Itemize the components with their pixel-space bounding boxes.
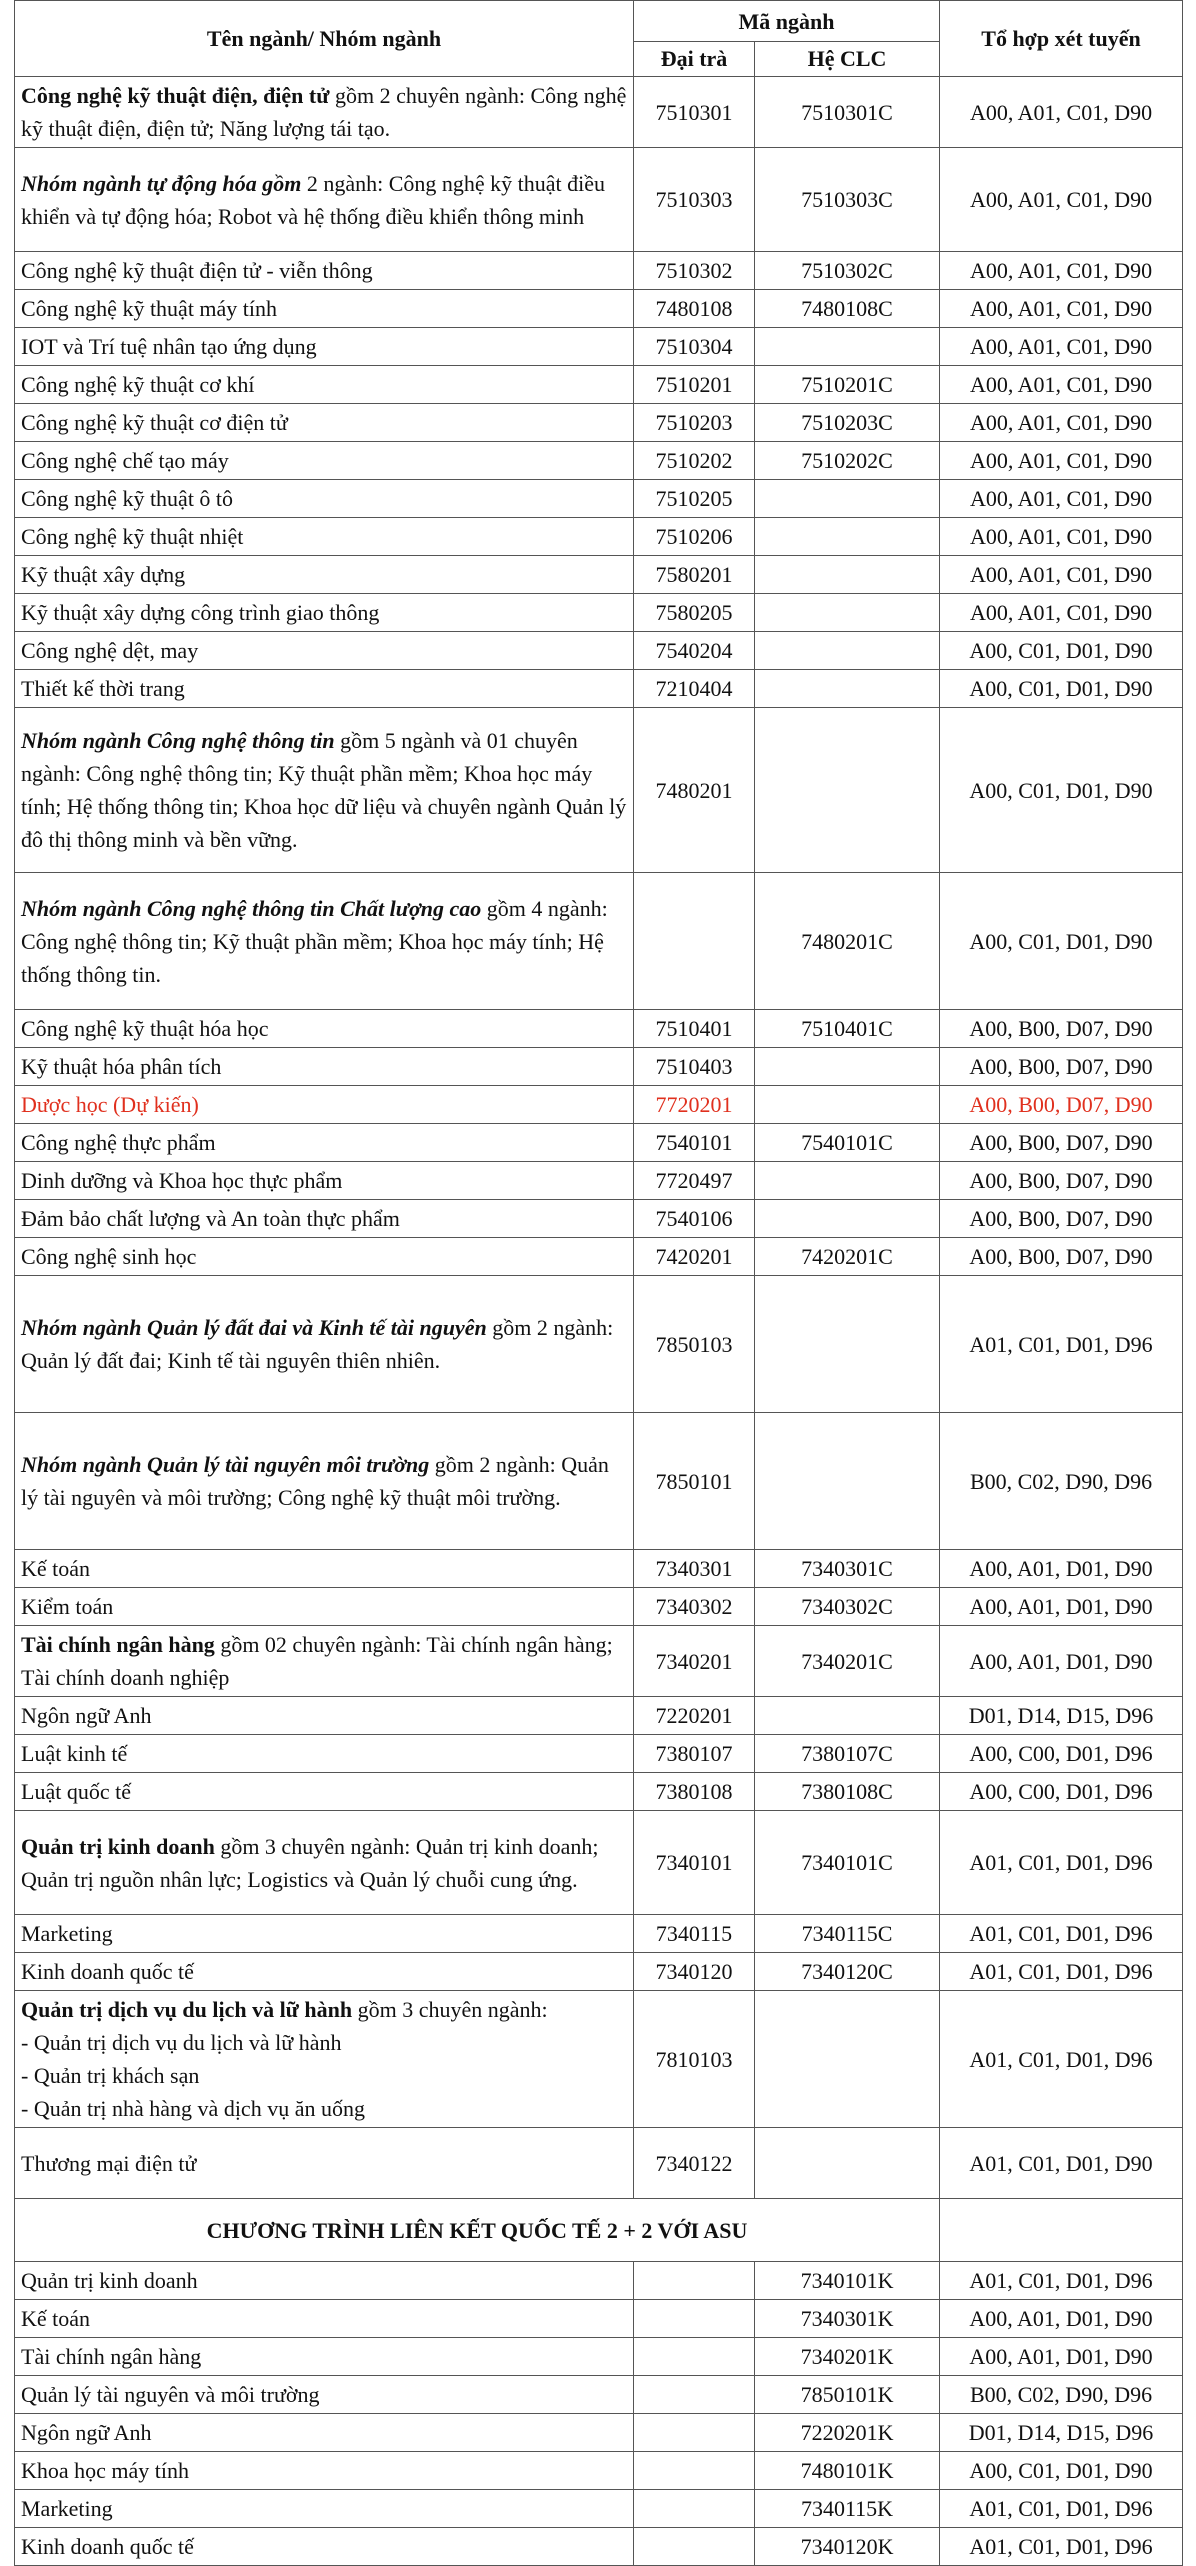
combination-cell: A00, C01, D01, D90 [940,708,1183,873]
major-name-cell: Luật quốc tế [15,1773,634,1811]
header-code-clc: Hệ CLC [755,42,940,77]
table-row [15,1276,1183,1413]
combination-cell: A00, A01, C01, D90 [940,77,1183,148]
major-name-cell: Nhóm ngành Quản lý tài nguyên môi trường gồm 2 ngành: Quản lý tài nguyên và môi trường; Công nghệ kỹ thuật môi trường. [15,1413,634,1550]
major-code-cell: 7510205 [634,480,755,518]
major-code-cell: 7510202 [634,442,755,480]
major-name-cell: Kế toán [15,2300,634,2338]
major-name-cell: Công nghệ chế tạo máy [15,442,634,480]
major-name-cell: Công nghệ dệt, may [15,632,634,670]
major-name-cell: Dinh dưỡng và Khoa học thực phẩm [15,1162,634,1200]
clc-code-cell: 7340101K [755,2262,940,2300]
major-code-cell: 7340302 [634,1588,755,1626]
major-name-cell: Công nghệ thực phẩm [15,1124,634,1162]
major-code-cell [634,873,755,1010]
section-title: CHƯƠNG TRÌNH LIÊN KẾT QUỐC TẾ 2 + 2 VỚI ASU [15,2199,940,2262]
major-name-cell: Tài chính ngân hàng [15,2338,634,2376]
major-code-cell [634,2490,755,2528]
major-name-cell: Marketing [15,1915,634,1953]
table-row [15,2490,1183,2528]
major-code-cell: 7540204 [634,632,755,670]
table-row [15,2262,1183,2300]
table-row [15,77,1183,148]
major-name-cell: Kỹ thuật xây dựng [15,556,634,594]
clc-code-cell: 7480108C [755,290,940,328]
combination-cell: A00, B00, D07, D90 [940,1048,1183,1086]
table-row [15,1773,1183,1811]
table-row [15,404,1183,442]
asu-section [15,2199,1183,2262]
major-code-cell [634,2414,755,2452]
combination-cell: A00, A01, D01, D90 [940,2300,1183,2338]
major-code-cell: 7210404 [634,670,755,708]
section-header-row [15,2199,1183,2262]
majors-body [15,77,1183,2199]
clc-code-cell: 7340201K [755,2338,940,2376]
major-code-cell: 7220201 [634,1697,755,1735]
clc-code-cell: 7340115C [755,1915,940,1953]
combination-cell: B00, C02, D90, D96 [940,1413,1183,1550]
clc-code-cell: 7380108C [755,1773,940,1811]
combination-cell: A01, C01, D01, D96 [940,1915,1183,1953]
major-name-cell: Ngôn ngữ Anh [15,1697,634,1735]
major-code-cell: 7510304 [634,328,755,366]
table-row [15,1991,1183,2128]
major-code-cell: 7340115 [634,1915,755,1953]
combination-cell: A00, C01, D01, D90 [940,632,1183,670]
clc-code-cell: 7220201K [755,2414,940,2452]
combination-cell: D01, D14, D15, D96 [940,2414,1183,2452]
combination-cell: A00, A01, C01, D90 [940,404,1183,442]
table-row [15,1550,1183,1588]
major-code-cell: 7340201 [634,1626,755,1697]
major-code-cell: 7510403 [634,1048,755,1086]
combination-cell: A01, C01, D01, D96 [940,1953,1183,1991]
major-code-cell: 7720497 [634,1162,755,1200]
table-row [15,1048,1183,1086]
major-code-cell: 7340120 [634,1953,755,1991]
clc-code-cell: 7340301C [755,1550,940,1588]
combination-cell: A00, B00, D07, D90 [940,1086,1183,1124]
table-row [15,708,1183,873]
clc-code-cell [755,556,940,594]
major-name-cell: Kinh doanh quốc tế [15,2528,634,2566]
combination-cell: A00, C01, D01, D90 [940,873,1183,1010]
clc-code-cell: 7380107C [755,1735,940,1773]
table-row [15,2528,1183,2566]
clc-code-cell [755,518,940,556]
combination-cell: A00, B00, D07, D90 [940,1010,1183,1048]
asu-body [15,2262,1183,2566]
major-code-cell: 7480108 [634,290,755,328]
table-row [15,480,1183,518]
table-row [15,1086,1183,1124]
table-row [15,442,1183,480]
combination-cell: A00, C00, D01, D96 [940,1773,1183,1811]
table-row [15,1413,1183,1550]
major-name-cell: Công nghệ kỹ thuật cơ khí [15,366,634,404]
major-name-cell: Tài chính ngân hàng gồm 02 chuyên ngành: Tài chính ngân hàng; Tài chính doanh nghiệp [15,1626,634,1697]
table-row [15,1735,1183,1773]
combination-cell: A00, C01, D01, D90 [940,670,1183,708]
major-name-cell: Quản trị kinh doanh [15,2262,634,2300]
table-row [15,2338,1183,2376]
clc-code-cell: 7510302C [755,252,940,290]
header-major-code: Mã ngành [634,1,940,42]
combination-cell: A00, A01, C01, D90 [940,148,1183,252]
combination-cell: A00, A01, C01, D90 [940,366,1183,404]
admission-table [14,0,1183,2566]
major-code-cell: 7510201 [634,366,755,404]
header-combinations: Tổ hợp xét tuyến [940,1,1183,77]
major-code-cell: 7510301 [634,77,755,148]
major-name-cell: Công nghệ kỹ thuật hóa học [15,1010,634,1048]
combination-cell: D01, D14, D15, D96 [940,1697,1183,1735]
major-code-cell: 7580205 [634,594,755,632]
clc-code-cell [755,708,940,873]
clc-code-cell: 7510203C [755,404,940,442]
table-row [15,1915,1183,1953]
table-row [15,366,1183,404]
major-name-cell: Dược học (Dự kiến) [15,1086,634,1124]
major-code-cell: 7580201 [634,556,755,594]
clc-code-cell [755,480,940,518]
major-code-cell: 7510303 [634,148,755,252]
clc-code-cell: 7510202C [755,442,940,480]
header-row [15,1,1183,42]
table-row [15,1124,1183,1162]
combination-cell: B00, C02, D90, D96 [940,2376,1183,2414]
major-code-cell: 7340122 [634,2128,755,2199]
clc-code-cell: 7510301C [755,77,940,148]
combination-cell: A00, A01, C01, D90 [940,480,1183,518]
combination-cell: A00, A01, C01, D90 [940,518,1183,556]
clc-code-cell [755,2128,940,2199]
major-name-cell: Ngôn ngữ Anh [15,2414,634,2452]
major-code-cell: 7420201 [634,1238,755,1276]
clc-code-cell [755,594,940,632]
major-code-cell: 7340301 [634,1550,755,1588]
combination-cell: A01, C01, D01, D96 [940,2528,1183,2566]
combination-cell: A00, A01, C01, D90 [940,252,1183,290]
major-name-cell: Công nghệ kỹ thuật nhiệt [15,518,634,556]
table-row [15,632,1183,670]
major-code-cell [634,2262,755,2300]
header-major-name: Tên ngành/ Nhóm ngành [15,1,634,77]
table-row [15,2300,1183,2338]
major-name-cell: Thương mại điện tử [15,2128,634,2199]
major-name-cell: Kinh doanh quốc tế [15,1953,634,1991]
combination-cell: A00, A01, C01, D90 [940,328,1183,366]
combination-cell: A01, C01, D01, D96 [940,2262,1183,2300]
major-name-cell: Marketing [15,2490,634,2528]
major-name-cell: Công nghệ kỹ thuật điện, điện tử gồm 2 chuyên ngành: Công nghệ kỹ thuật điện, điện tử; Năng lượng tái tạo. [15,77,634,148]
clc-code-cell: 7340120K [755,2528,940,2566]
combination-cell: A00, B00, D07, D90 [940,1124,1183,1162]
major-code-cell [634,2300,755,2338]
combination-cell: A01, C01, D01, D96 [940,1276,1183,1413]
admission-table-container [14,0,1182,2559]
table-row [15,1697,1183,1735]
clc-code-cell: 7510303C [755,148,940,252]
combination-cell: A00, B00, D07, D90 [940,1200,1183,1238]
table-row [15,1811,1183,1915]
table-row [15,1162,1183,1200]
major-name-cell: Kiểm toán [15,1588,634,1626]
major-code-cell: 7510401 [634,1010,755,1048]
major-code-cell [634,2452,755,2490]
table-row [15,290,1183,328]
clc-code-cell: 7510401C [755,1010,940,1048]
combination-cell: A00, A01, D01, D90 [940,1588,1183,1626]
major-name-cell: Công nghệ kỹ thuật máy tính [15,290,634,328]
combination-cell: A00, A01, D01, D90 [940,2338,1183,2376]
major-code-cell: 7540101 [634,1124,755,1162]
table-row [15,252,1183,290]
major-name-cell: Công nghệ kỹ thuật điện tử - viễn thông [15,252,634,290]
clc-code-cell [755,1048,940,1086]
major-name-cell: Quản trị dịch vụ du lịch và lữ hành gồm 3 chuyên ngành: - Quản trị dịch vụ du lịch và lữ hành - Quản trị khách sạn - Quản trị nhà hàng và dịch vụ ăn uống [15,1991,634,2128]
table-row [15,1626,1183,1697]
table-row [15,1200,1183,1238]
combination-cell: A01, C01, D01, D96 [940,1811,1183,1915]
clc-code-cell [755,328,940,366]
table-row [15,873,1183,1010]
table-row [15,556,1183,594]
major-code-cell: 7510302 [634,252,755,290]
table-row [15,518,1183,556]
combination-cell: A00, A01, D01, D90 [940,1550,1183,1588]
table-row [15,328,1183,366]
clc-code-cell: 7340301K [755,2300,940,2338]
major-name-cell: Nhóm ngành Công nghệ thông tin Chất lượng cao gồm 4 ngành: Công nghệ thông tin; Kỹ thuật phần mềm; Khoa học máy tính; Hệ thống thông tin. [15,873,634,1010]
major-code-cell: 7510203 [634,404,755,442]
major-name-cell: Thiết kế thời trang [15,670,634,708]
major-name-cell: IOT và Trí tuệ nhân tạo ứng dụng [15,328,634,366]
combination-cell: A01, C01, D01, D96 [940,1991,1183,2128]
major-code-cell: 7850101 [634,1413,755,1550]
clc-code-cell [755,632,940,670]
table-row [15,148,1183,252]
table-row [15,1010,1183,1048]
header-code-regular: Đại trà [634,42,755,77]
major-name-cell: Đảm bảo chất lượng và An toàn thực phẩm [15,1200,634,1238]
table-row [15,1238,1183,1276]
combination-cell: A00, A01, C01, D90 [940,442,1183,480]
clc-code-cell [755,1697,940,1735]
major-name-cell: Luật kinh tế [15,1735,634,1773]
clc-code-cell: 7540101C [755,1124,940,1162]
major-code-cell: 7340101 [634,1811,755,1915]
major-name-cell: Công nghệ kỹ thuật cơ điện tử [15,404,634,442]
combination-cell: A00, C01, D01, D90 [940,2452,1183,2490]
clc-code-cell: 7340302C [755,1588,940,1626]
major-name-cell: Nhóm ngành Quản lý đất đai và Kinh tế tài nguyên gồm 2 ngành: Quản lý đất đai; Kinh tế tài nguyên thiên nhiên. [15,1276,634,1413]
clc-code-cell: 7340101C [755,1811,940,1915]
table-row [15,2128,1183,2199]
clc-code-cell: 7480101K [755,2452,940,2490]
combination-cell: A00, A01, C01, D90 [940,290,1183,328]
major-code-cell [634,2376,755,2414]
table-row [15,594,1183,632]
major-name-cell: Kế toán [15,1550,634,1588]
combination-cell: A01, C01, D01, D90 [940,2128,1183,2199]
clc-code-cell [755,1086,940,1124]
major-code-cell: 7540106 [634,1200,755,1238]
clc-code-cell: 7340115K [755,2490,940,2528]
major-code-cell: 7510206 [634,518,755,556]
major-code-cell [634,2528,755,2566]
clc-code-cell: 7420201C [755,1238,940,1276]
clc-code-cell: 7850101K [755,2376,940,2414]
major-code-cell [634,2338,755,2376]
combination-cell: A00, A01, C01, D90 [940,556,1183,594]
clc-code-cell: 7340201C [755,1626,940,1697]
combination-cell: A00, C00, D01, D96 [940,1735,1183,1773]
major-name-cell: Kỹ thuật hóa phân tích [15,1048,634,1086]
major-code-cell: 7720201 [634,1086,755,1124]
combination-cell: A00, B00, D07, D90 [940,1238,1183,1276]
table-row [15,2414,1183,2452]
clc-code-cell [755,1991,940,2128]
clc-code-cell [755,1200,940,1238]
major-code-cell: 7810103 [634,1991,755,2128]
combination-cell: A00, A01, D01, D90 [940,1626,1183,1697]
clc-code-cell: 7510201C [755,366,940,404]
clc-code-cell: 7340120C [755,1953,940,1991]
major-code-cell: 7850103 [634,1276,755,1413]
major-code-cell: 7380108 [634,1773,755,1811]
table-row [15,670,1183,708]
section-empty-cell [940,2199,1183,2262]
combination-cell: A00, A01, C01, D90 [940,594,1183,632]
clc-code-cell [755,670,940,708]
table-row [15,1953,1183,1991]
major-name-cell: Công nghệ kỹ thuật ô tô [15,480,634,518]
major-code-cell: 7380107 [634,1735,755,1773]
combination-cell: A00, B00, D07, D90 [940,1162,1183,1200]
major-name-cell: Quản trị kinh doanh gồm 3 chuyên ngành: Quản trị kinh doanh; Quản trị nguồn nhân lực; Logistics và Quản lý chuỗi cung ứng. [15,1811,634,1915]
major-code-cell: 7480201 [634,708,755,873]
major-name-cell: Nhóm ngành tự động hóa gồm 2 ngành: Công nghệ kỹ thuật điều khiển và tự động hóa; Robot và hệ thống điều khiển thông minh [15,148,634,252]
clc-code-cell [755,1162,940,1200]
major-name-cell: Công nghệ sinh học [15,1238,634,1276]
major-name-cell: Quản lý tài nguyên và môi trường [15,2376,634,2414]
major-name-cell: Kỹ thuật xây dựng công trình giao thông [15,594,634,632]
table-row [15,2452,1183,2490]
table-row [15,2376,1183,2414]
table-row [15,1588,1183,1626]
combination-cell: A01, C01, D01, D96 [940,2490,1183,2528]
clc-code-cell [755,1276,940,1413]
clc-code-cell: 7480201C [755,873,940,1010]
major-name-cell: Khoa học máy tính [15,2452,634,2490]
major-name-cell: Nhóm ngành Công nghệ thông tin gồm 5 ngành và 01 chuyên ngành: Công nghệ thông tin; Kỹ thuật phần mềm; Khoa học máy tính; Hệ thống thông tin; Khoa học dữ liệu và chuyên ngành Quản lý đô thị thông minh và bền vững. [15,708,634,873]
clc-code-cell [755,1413,940,1550]
